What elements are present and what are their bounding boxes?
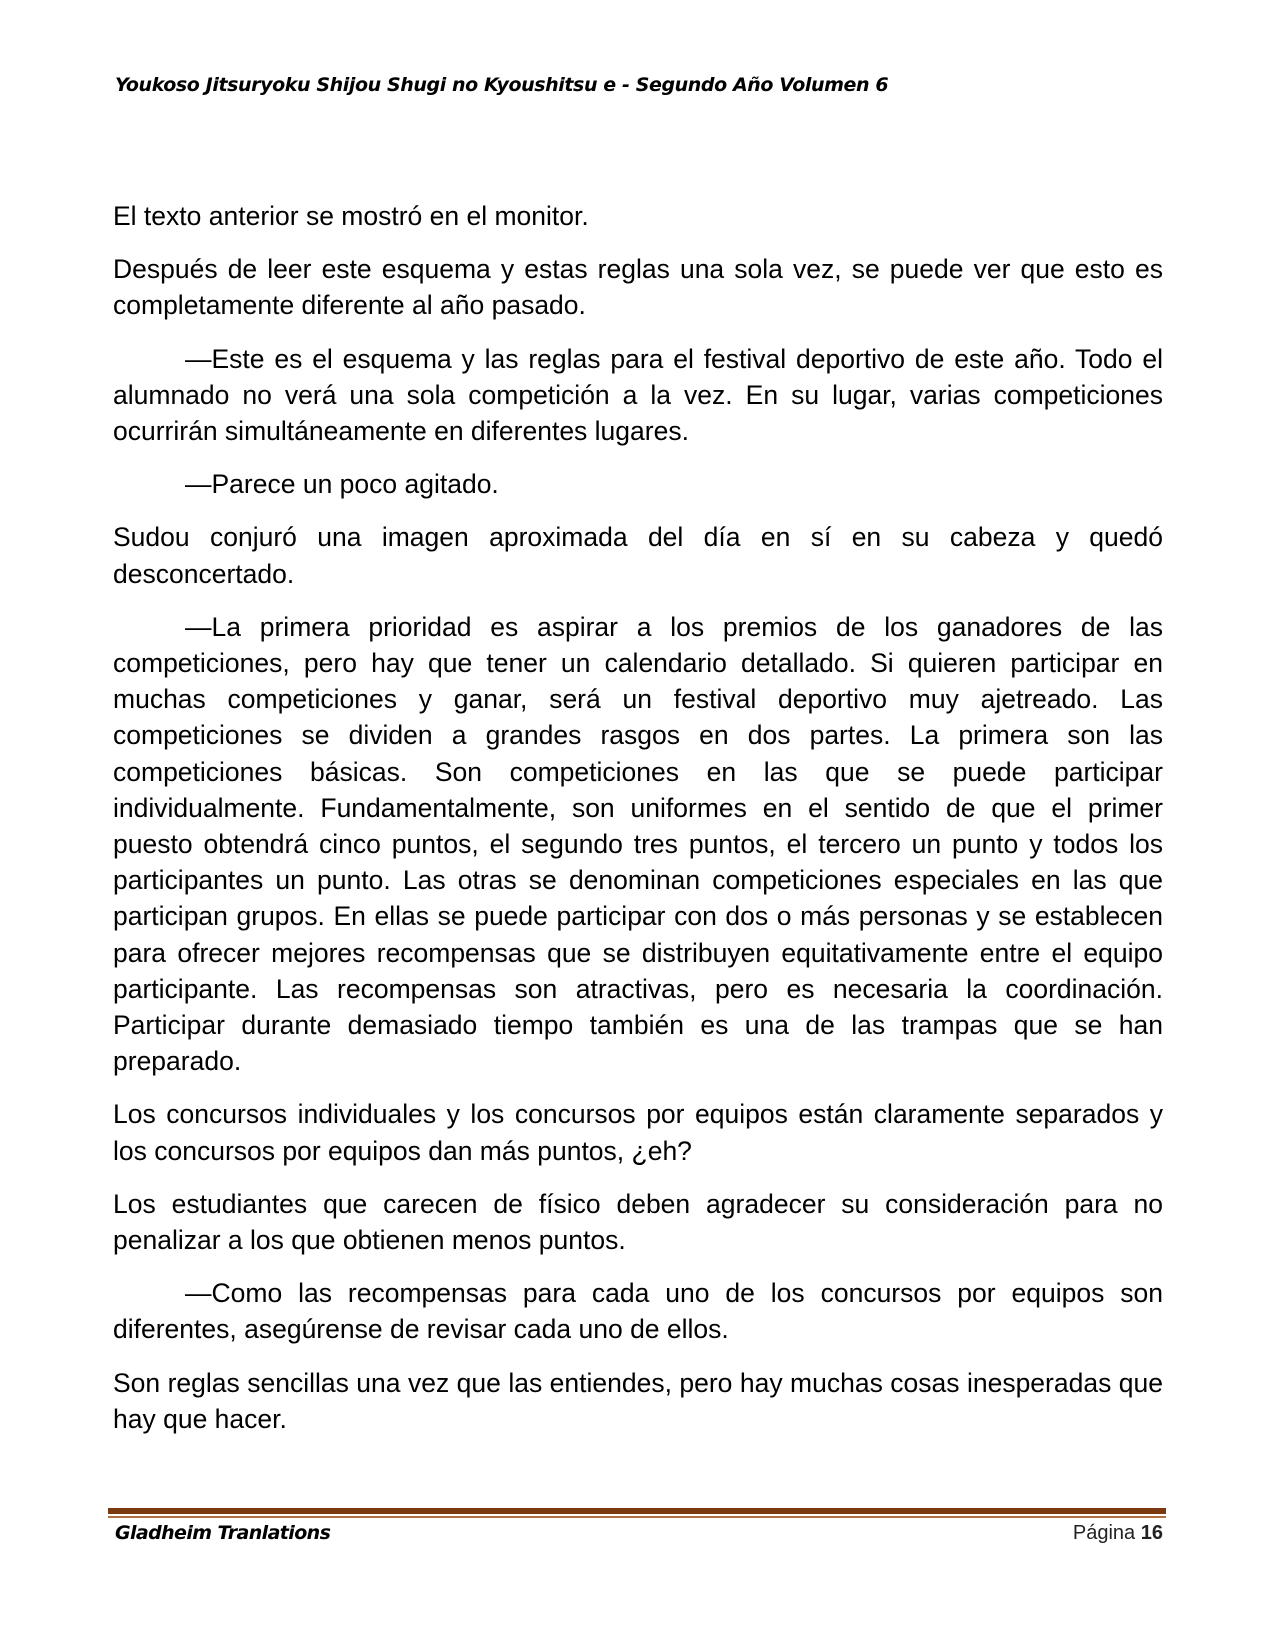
paragraph: Los concursos individuales y los concursos por equipos están claramente separados y los concursos por equipos dan más puntos, ¿eh? [113, 1099, 1163, 1166]
page-number: 16 [1140, 1522, 1163, 1544]
dialogue-paragraph: —Como las recompensas para cada uno de los concursos por equipos son diferentes, asegúrense de revisar cada uno de ellos. [113, 1278, 1163, 1345]
dialogue-paragraph: —La primera prioridad es aspirar a los premios de los ganadores de las competiciones, pero hay que tener un calendario detallado. Si quieren participar en muchas competiciones y ganar, será un festival deportivo muy ajetreado. Las competiciones se dividen a grandes rasgos en dos partes. La primera son las competiciones básicas. Son competiciones en las que se puede participar individualmente. Fundamentalmente, son uniformes en el sentido de que el primer puesto obtendrá cinco puntos, el segundo tres puntos, el tercero un punto y todos los participantes un punto. Las otras se denominan competiciones especiales en las que participan grupos. En ellas se puede participar con dos o más personas y se establecen para ofrecer mejores recompensas que se distribuyen equitativamente entre el equipo participante. Las recompensas son atractivas, pero es necesaria la coordinación. Participar durante demasiado tiempo también es una de las trampas que se han preparado. [113, 611, 1163, 1077]
paragraph: Después de leer este esquema y estas reglas una sola vez, se puede ver que esto es completamente diferente al año pasado. [113, 254, 1163, 321]
paragraph: Los estudiantes que carecen de físico deben agradecer su consideración para no penalizar a los que obtienen menos puntos. [113, 1188, 1163, 1256]
page-indicator [1073, 1522, 1163, 1545]
dialogue-paragraph: —Este es el esquema y las reglas para el festival deportivo de este año. Todo el alumnado no verá una sola competición a la vez. En su lugar, varias competiciones ocurrirán simultáneamente en diferentes lugares. [113, 343, 1163, 447]
body-text [113, 198, 1163, 1454]
footer-credit: Gladheim Tranlations [115, 1522, 331, 1544]
paragraph: Sudou conjuró una imagen aproximada del día en sí en su cabeza y quedó desconcertado. [113, 522, 1163, 589]
paragraph: El texto anterior se mostró en el monitor. [113, 201, 589, 231]
paragraph: Son reglas sencillas una vez que las entiendes, pero hay muchas cosas inesperadas que hay que hacer. [113, 1367, 1163, 1434]
footer-divider-thin [108, 1516, 1166, 1518]
footer-divider [108, 1508, 1166, 1518]
page-header-title: Youkoso Jitsuryoku Shijou Shugi no Kyoushitsu e - Segundo Año Volumen 6 [115, 74, 889, 96]
page-label: Página [1072, 1522, 1136, 1544]
dialogue-paragraph: —Parece un poco agitado. [185, 469, 499, 500]
